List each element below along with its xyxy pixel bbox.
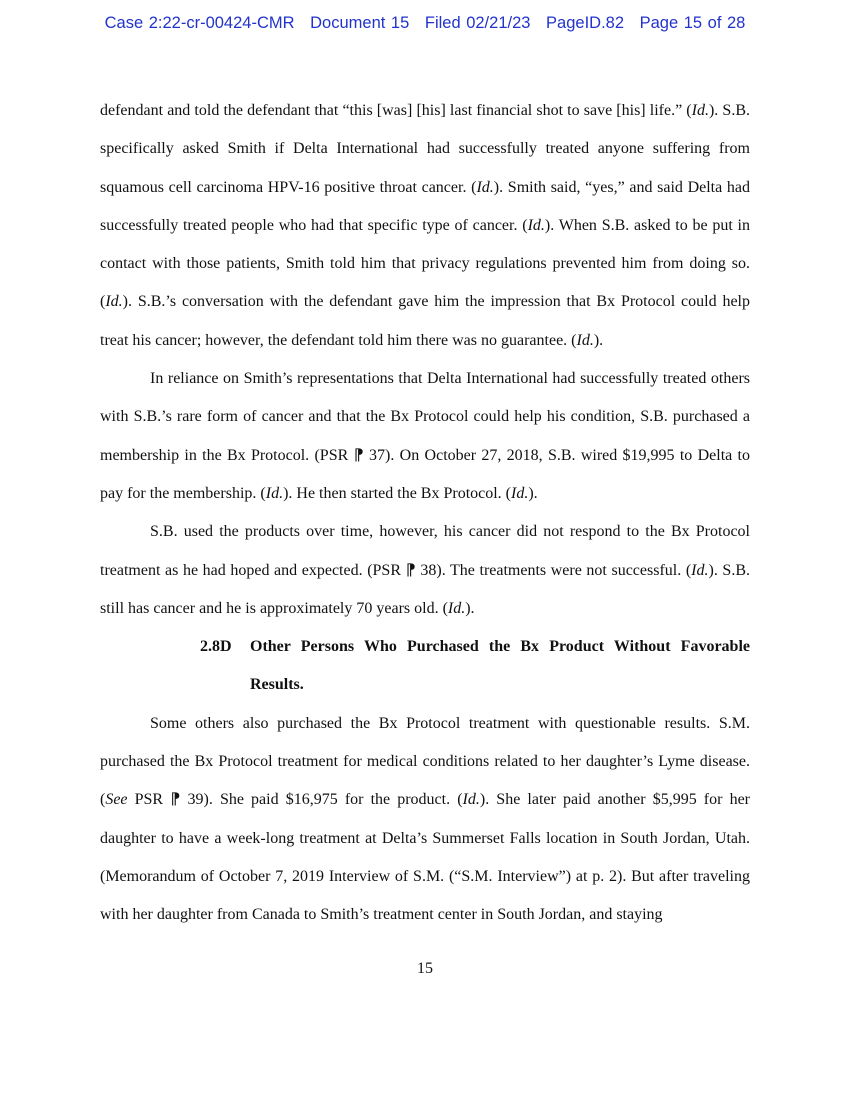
document-body <box>100 92 750 935</box>
paragraph-text: In reliance on Smith’s representations that Delta International had successfully treated others with S.B.’s rare form of cancer and that the Bx Protocol could help his condition, S.B. purchased a membership in the Bx Protocol. (PSR ⁋ 37). On October 27, 2018, S.B. wired $19,995 to Delta to pay for the membership. ( <box>100 370 750 502</box>
citation-text: Id. <box>691 102 709 119</box>
citation-text: Id. <box>476 178 494 196</box>
citation-text: Id. <box>447 599 466 617</box>
paragraph-text: ). S.B. specifically asked Smith if Delta International had successfully treated anyone suffering from squamous cell carcinoma HPV-16 positive throat cancer. ( <box>100 102 750 196</box>
citation-text: Id. <box>576 331 594 349</box>
citation-text: Id. <box>691 561 709 579</box>
filed-date: Filed 02/21/23 <box>424 14 531 32</box>
page-id: PageID.82 <box>546 14 625 32</box>
paragraph-text: ). S.B. still has cancer and he is approximately 70 years old. ( <box>100 561 750 617</box>
case-number: Case 2:22-cr-00424-CMR <box>104 14 295 32</box>
paragraph-text: ). S.B.’s conversation with the defendant gave him the impression that Bx Protocol could help treat his cancer; however, the defendant told him there was no guarantee. ( <box>100 293 750 349</box>
paragraph-text: ). <box>528 484 538 502</box>
citation-text: Id. <box>527 216 545 234</box>
citation-text: Id. <box>265 484 284 502</box>
paragraph-text: ). She later paid another $5,995 for her daughter to have a week-long treatment at Delta’s Summerset Falls location in South Jordan, Utah. (Memorandum of October 7, 2019 Interview of S.M. (“S.M. Interview”) at p. 2). But after traveling with her daughter from Canada to Smith’s treatment center in South Jordan, and staying <box>100 791 750 924</box>
paragraph-text: Some others also purchased the Bx Protocol treatment with questionable results. S.M. purchased the Bx Protocol treatment for medical conditions related to her daughter’s Lyme disease. ( <box>100 714 750 809</box>
paragraph-text: ). <box>593 331 604 349</box>
citation-text: Id. <box>462 791 480 809</box>
citation-text: Id. <box>511 484 529 502</box>
paragraph-3 <box>100 513 750 628</box>
page-number: 15 <box>417 960 433 977</box>
paragraph-text: S.B. used the products over time, however, his cancer did not respond to the Bx Protocol treatment as he had hoped and expected. (PSR ⁋ 38). The treatments were not successful. ( <box>100 523 750 579</box>
section-title: Other Persons Who Purchased the Bx Product Without Favorable Results. <box>250 638 750 694</box>
paragraph-text: ). Smith said, “yes,” and said Delta had successfully treated people who had that specific type of cancer. ( <box>100 178 750 234</box>
paragraph-text: defendant and told the defendant that “this [was] [his] last financial shot to save [his] life.” ( <box>100 102 692 119</box>
citation-text: Id. <box>105 293 123 311</box>
document-number: Document 15 <box>310 14 410 32</box>
paragraph-1 <box>100 92 750 360</box>
paragraph-text: PSR ⁋ 39). She paid $16,975 for the product. ( <box>127 791 463 809</box>
citation-text: See <box>105 791 128 809</box>
section-number: 2.8D <box>200 638 232 656</box>
section-heading <box>100 628 750 705</box>
page-of-total: Page 15 of 28 <box>639 14 746 32</box>
paragraph-2 <box>100 360 750 513</box>
paragraph-text: ). He then started the Bx Protocol. ( <box>283 484 512 502</box>
court-filing-header <box>0 14 850 33</box>
paragraph-text: ). When S.B. asked to be put in contact with those patients, Smith told him that privacy regulations prevented him from doing so. ( <box>100 216 751 311</box>
paragraph-text: ). <box>465 599 475 617</box>
paragraph-4 <box>100 705 750 935</box>
